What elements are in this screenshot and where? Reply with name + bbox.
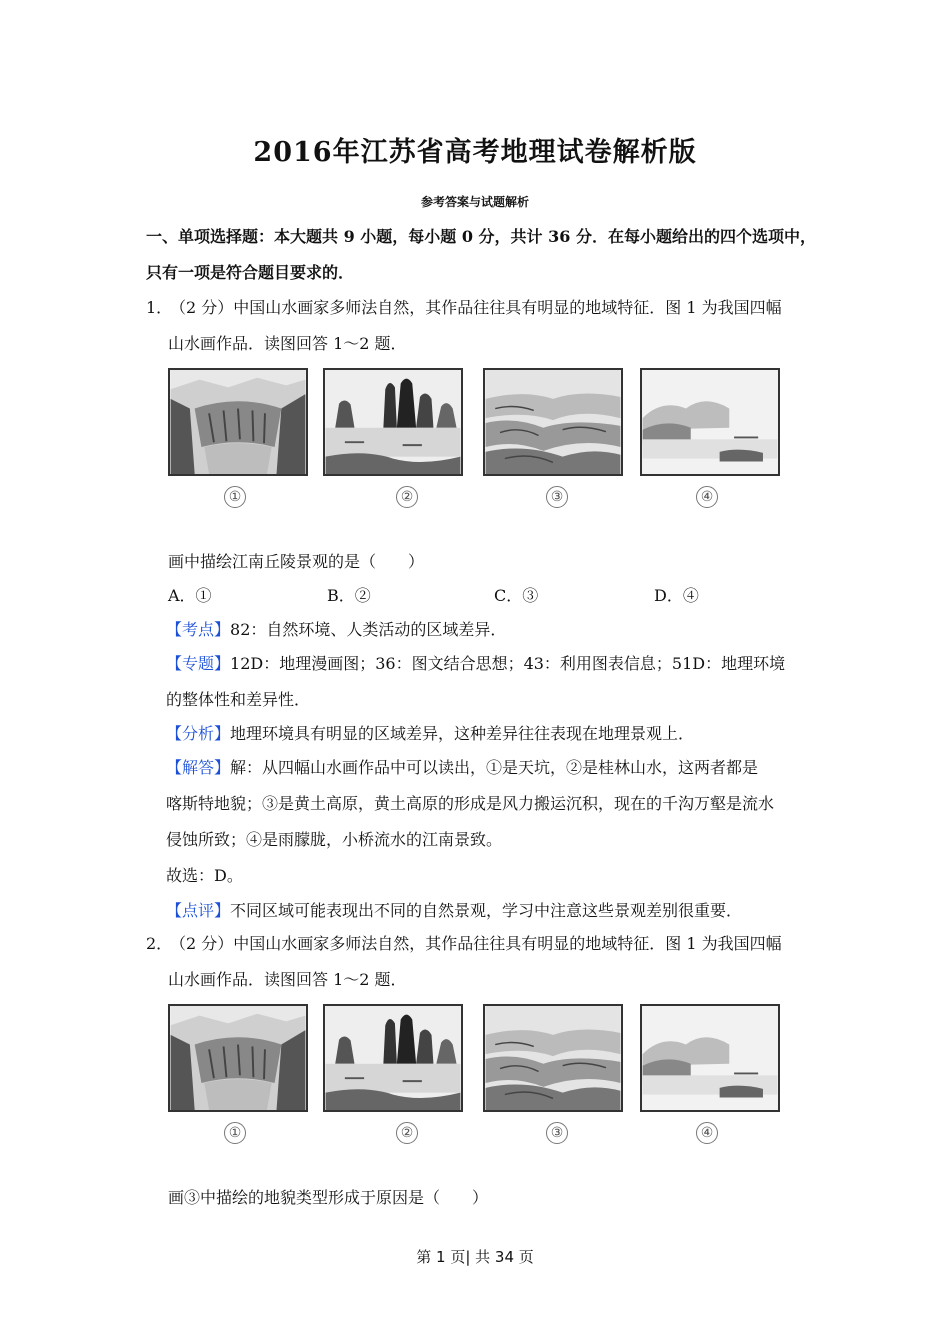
zhuanti-tag: 【专题】 <box>166 654 231 673</box>
section-heading-line1: 一、单项选择题：本大题共 9 小题，每小题 0 分，共计 36 分．在每小题给出的四个选项中， <box>146 227 816 246</box>
painting-loess-plateau-image <box>483 1004 623 1112</box>
document-subtitle: 参考答案与试题解析 <box>420 195 529 209</box>
q1-option-d: D．④ <box>654 586 699 605</box>
painting-loess-plateau-image <box>483 368 623 476</box>
q2-paintings <box>168 1004 788 1154</box>
painting-jiangnan-image <box>640 1004 780 1112</box>
painting-label-1: ① <box>224 486 246 508</box>
zhuanti-row <box>166 651 785 674</box>
q2-stem-line2: 山水画作品．读图回答 1～2 题． <box>168 970 407 989</box>
painting-label-2: ② <box>396 1122 418 1144</box>
section-heading-line2: 只有一项是符合题目要求的． <box>146 263 355 282</box>
dianping-text: 不同区域可能表现出不同的自然景观，学习中注意这些景观差别很重要． <box>230 901 743 920</box>
q1-question: 画中描绘江南丘陵景观的是（ ） <box>168 552 425 571</box>
q1-option-c: C．③ <box>494 586 539 605</box>
kaodian-text: 82：自然环境、人类活动的区域差异． <box>230 620 507 639</box>
jieda-tag: 【解答】 <box>166 758 231 777</box>
fenxi-row <box>166 721 694 744</box>
painting-guilin-image <box>323 368 463 476</box>
jieda-text-line3: 侵蚀所致；④是雨朦胧，小桥流水的江南景致。 <box>166 830 503 849</box>
q1-stem-line2: 山水画作品．读图回答 1～2 题． <box>168 334 407 353</box>
painting-tiankeng-image <box>168 1004 308 1112</box>
q2-stem-line1: （2 分）中国山水画家多师法自然，其作品往往具有明显的地域特征．图 1 为我国四幅 <box>170 934 782 953</box>
q1-paintings <box>168 368 788 518</box>
dianping-row <box>166 898 742 921</box>
painting-label-2: ② <box>396 486 418 508</box>
q1-option-a: A．① <box>168 586 212 605</box>
zhuanti-text-line2: 的整体性和差异性． <box>166 690 311 709</box>
painting-label-1: ① <box>224 1122 246 1144</box>
q2-question: 画③中描绘的地貌类型形成于原因是（ ） <box>168 1188 489 1207</box>
painting-label-4: ④ <box>696 486 718 508</box>
q1-answer: 故选：D。 <box>166 866 243 885</box>
painting-tiankeng-image <box>168 368 308 476</box>
kaodian-tag: 【考点】 <box>166 620 231 639</box>
painting-jiangnan-image <box>640 368 780 476</box>
jieda-text-line2: 喀斯特地貌；③是黄土高原，黄土高原的形成是风力搬运沉积，现在的千沟万壑是流水 <box>166 794 775 813</box>
q1-stem-line1: （2 分）中国山水画家多师法自然，其作品往往具有明显的地域特征．图 1 为我国四幅 <box>170 298 782 317</box>
fenxi-tag: 【分析】 <box>166 724 231 743</box>
q2-number: 2． <box>146 934 173 953</box>
painting-label-3: ③ <box>546 1122 568 1144</box>
jieda-row <box>166 755 758 778</box>
zhuanti-text-line1: 12D：地理漫画图；36：图文结合思想；43：利用图表信息；51D：地理环境 <box>230 654 786 673</box>
page-footer: 第 1 页| 共 34 页 <box>416 1248 534 1266</box>
q1-option-b: B．② <box>327 586 371 605</box>
q1-number: 1． <box>146 298 173 317</box>
painting-guilin-image <box>323 1004 463 1112</box>
kaodian-row <box>166 617 506 640</box>
fenxi-text: 地理环境具有明显的区域差异，这种差异往往表现在地理景观上． <box>230 724 695 743</box>
painting-label-3: ③ <box>546 486 568 508</box>
document-title: 2016年江苏省高考地理试卷解析版 <box>253 137 697 168</box>
jieda-text-line1: 解：从四幅山水画作品中可以读出，①是天坑，②是桂林山水，这两者都是 <box>230 758 759 777</box>
dianping-tag: 【点评】 <box>166 901 231 920</box>
painting-label-4: ④ <box>696 1122 718 1144</box>
